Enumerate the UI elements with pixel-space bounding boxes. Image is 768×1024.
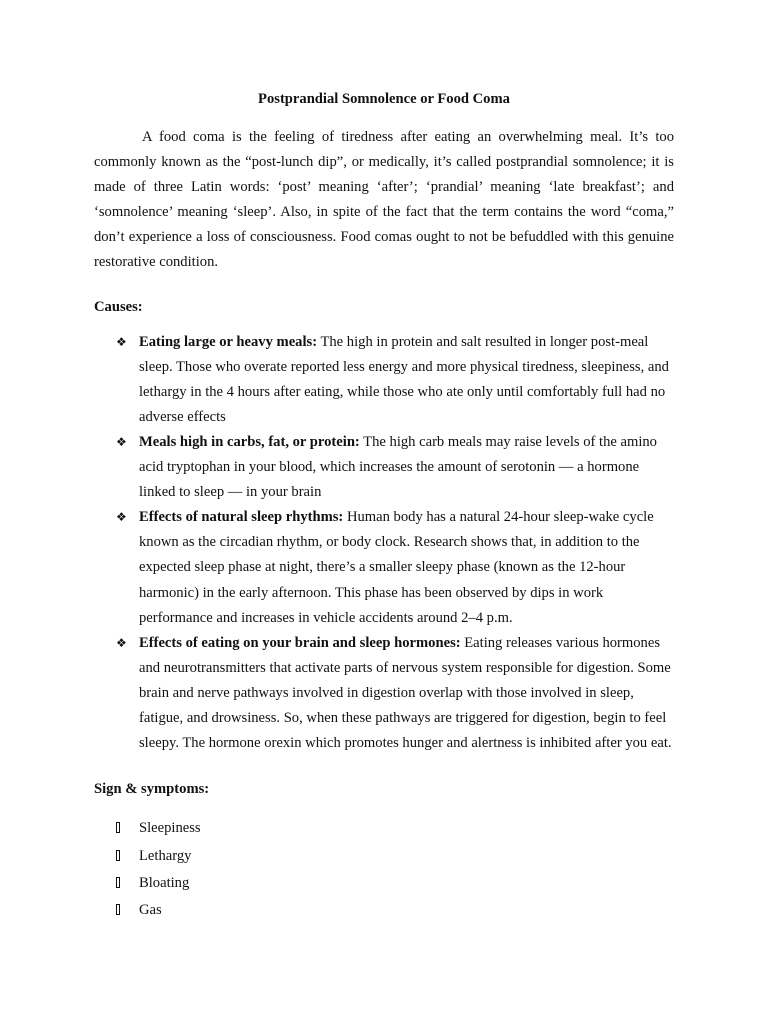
box-bullet-icon [116,877,120,888]
cause-text: Human body has a natural 24-hour sleep-wake cycle known as the circadian rhythm, or body clock. Research shows that, in addition to the expected sleep phase at night, there’s a smaller sleepy phase (known as the 12-hour harmonic) in the early afternoon. This phase has been observed by dips in work performance and increases in vehicle accidents around 2–4 p.m. [139,509,654,626]
list-item [94,897,674,924]
causes-heading: Causes: [94,298,143,315]
list-item [94,430,674,505]
cause-text: The high in protein and salt resulted in longer post-meal sleep. Those who overate reported less energy and more physical tiredness, sleepiness, and lethargy in the 4 hours after eating, while those who ate only until comfortably full had no adverse effects [139,333,669,425]
symptom-text: Gas [139,902,162,919]
list-item [94,631,674,756]
diamond-bullet-icon: ❖ [116,434,127,449]
page-title: Postprandial Somnolence or Food Coma [258,91,510,107]
intro-paragraph: A food coma is the feeling of tiredness after eating an overwhelming meal. It’s too commonly known as the “post-lunch dip”, or medically, it’s called postprandial somnolence; it is made of three Latin words: ‘post’ meaning ‘after’; ‘prandial’ meaning ‘late breakfast’; and ‘somnolence’ meaning ‘sleep’. Also, in spite of the fact that the term contains the word “coma,” don’t experience a loss of consciousness. Food comas ought to not be befuddled with this genuine restorative condition. [94,129,674,271]
list-item [94,870,674,897]
cause-text: Eating releases various hormones and neurotransmitters that activate parts of nervous system responsible for digestion. Some brain and nerve pathways involved in digestion overlap with those involved in sleep, fatigue, and drowsiness. So, when these pathways are triggered for digestion, begin to feel sleepy. The hormone orexin which promotes hunger and alertness is inhibited after you eat. [139,634,672,752]
cause-term: Effects of natural sleep rhythms: [139,509,344,526]
diamond-bullet-icon: ❖ [116,334,127,349]
symptoms-heading: Sign & symptoms: [94,781,210,798]
diamond-bullet-icon: ❖ [116,510,127,525]
diamond-bullet-icon: ❖ [116,635,127,650]
cause-term: Effects of eating on your brain and sleep hormones: [139,634,461,651]
list-item [94,505,674,630]
symptom-text: Lethargy [139,847,192,864]
symptom-text: Bloating [139,874,190,891]
symptom-text: Sleepiness [139,820,201,837]
cause-text: The high carb meals may raise levels of the amino acid tryptophan in your blood, which increases the amount of serotonin — a hormone linked to sleep — in your brain [139,433,657,501]
cause-term: Meals high in carbs, fat, or protein: [139,433,360,450]
box-bullet-icon [116,850,120,861]
box-bullet-icon [116,904,120,915]
list-item [94,330,674,430]
causes-list [94,330,674,757]
box-bullet-icon [116,822,120,833]
list-item [94,815,674,842]
list-item [94,843,674,870]
symptoms-list [94,815,674,925]
cause-term: Eating large or heavy meals: [139,333,318,350]
